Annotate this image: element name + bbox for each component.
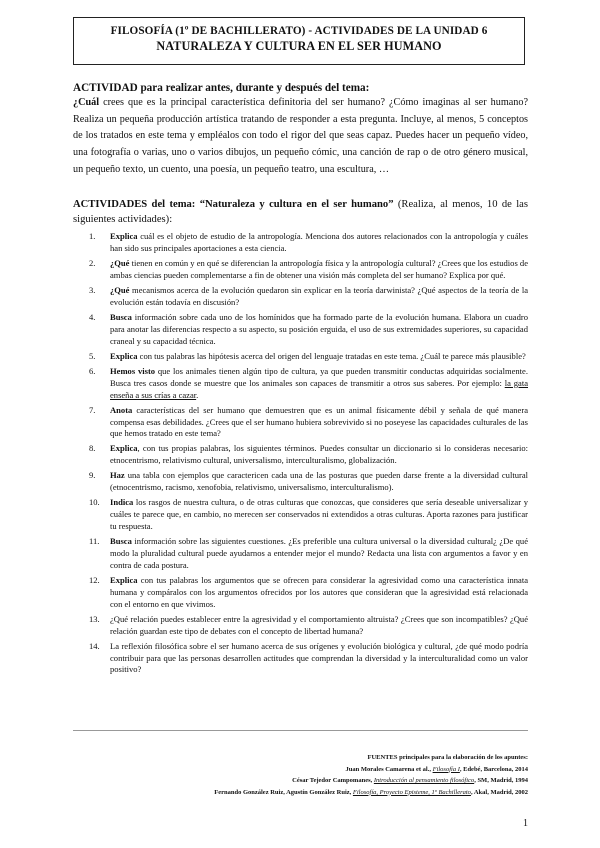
- section2-heading: [73, 197, 528, 227]
- activity-number: 9.: [89, 470, 96, 481]
- source-2-publisher: , SM, Madrid, 1994: [474, 777, 528, 784]
- sources-title-text: FUENTES principales para la elaboración de los apuntes:: [367, 754, 528, 761]
- activity-text: una tabla con ejemplos que caractericen cada una de las posturas que pueden darse frente a la diversidad cultural (etnocentrismo, racismo, xenofobia, relativismo, universalismo, interculturalismo).: [110, 470, 528, 493]
- source-2-title: Introducción al pensamiento filosófico: [373, 777, 475, 784]
- activity-verb: Indica: [110, 497, 134, 508]
- activity-example: la gata enseña a sus crías a cazar: [110, 377, 528, 400]
- activity-item: [73, 536, 528, 571]
- activity-text: cuál es el objeto de estudio de la antropología. Menciona dos autores relacionados con la antropología y cuáles han sido sus principales aportaciones a esta ciencia.: [110, 231, 528, 253]
- activity-verb: ¿Qué: [110, 284, 130, 295]
- source-2-authors: César Tejedor Campomanes,: [292, 777, 374, 784]
- activity-verb: Explica: [110, 350, 138, 361]
- activity-item: [73, 351, 528, 363]
- title-box: [73, 17, 525, 65]
- activity-number: 10.: [89, 497, 100, 508]
- sources-block: [73, 752, 528, 798]
- activity-number: 1.: [89, 231, 96, 241]
- activity-item: [73, 470, 528, 494]
- activity-verb: Busca: [110, 311, 132, 322]
- activity-number: 5.: [89, 350, 96, 361]
- activity-tail: .: [196, 389, 199, 400]
- activity-item: [73, 641, 528, 676]
- activity-text: La reflexión filosófica sobre el ser humano acerca de sus orígenes y evolución biológica y cultural, ¿de qué modo podría contribuir para que las personas desarrollen actitudes que comprendan la diversidad y la interculturalidad como un valor positivo?: [110, 640, 528, 675]
- page-number: 1: [523, 818, 528, 829]
- activity-text: características del ser humano que demuestren que es un animal físicamente débil y señala de qué manera compensa esas debilidades. ¿Crees que el ser humano hubiera sobrevivido si no poseyese las capacidades culturales de las que hemos tratado en este tema?: [110, 404, 528, 439]
- activity-number: 2.: [89, 257, 96, 268]
- section2-heading-rest: (Realiza, al menos, 10 de las siguientes actividades):: [73, 199, 529, 226]
- activity-number: 4.: [89, 311, 96, 322]
- section1-heading-text: ACTIVIDAD para realizar antes, durante y después del tema:: [73, 82, 370, 94]
- activity-number: 13.: [89, 613, 100, 624]
- activity-text: , con tus propias palabras, los siguientes términos. Puedes consultar un diccionario si lo consideras necesario: etnocentrismo, relativismo cultural, universalismo, interculturalismo, globalización.: [110, 443, 528, 466]
- source-1-publisher: , Edebé, Barcelona, 2014: [459, 765, 528, 773]
- footer-separator: [73, 730, 528, 731]
- section1-paragraph: [73, 95, 528, 179]
- activity-number: 14.: [89, 640, 100, 651]
- activity-item: [73, 231, 528, 255]
- activity-text: ¿Qué relación puedes establecer entre la agresividad y el comportamiento altruista? ¿Crees que son incompatibles? ¿Qué relación guardan este tipo de debates con el concepto de libertad humana?: [110, 613, 528, 636]
- activity-verb: Busca: [110, 536, 132, 547]
- activity-item: [73, 405, 528, 440]
- activity-verb: Explica: [110, 231, 138, 241]
- activity-verb: Explica: [110, 575, 138, 586]
- activity-number: 7.: [89, 404, 96, 415]
- activities-list: [73, 231, 528, 680]
- activity-text: con tus palabras los argumentos que se ofrecen para considerar la agresividad como una característica innata humana y compáralos con los argumentos ofrecidos por los autores que consideran que la agresividad está relacionada con el entorno en que vivimos.: [110, 575, 528, 609]
- activity-number: 8.: [89, 443, 96, 454]
- activity-text: los rasgos de nuestra cultura, o de otras culturas que conozcas, que consideres que sería deseable universalizar y cuáles te parece que, en cambio, no merecen ser conservados ni extendidos a otras culturas. Aporta razones para justificar tu respuesta.: [110, 497, 528, 532]
- activity-item: [73, 366, 528, 401]
- source-1-authors: Juan Morales Camarena et al.,: [345, 765, 433, 773]
- activity-number: 3.: [89, 284, 96, 295]
- activity-text: tienen en común y en qué se diferencian la antropología física y la antropología cultural? ¿Crees que los estudios de ambas ciencias pueden complementarse a fin de obtener una visión más completa del ser humano? Explica por qué.: [110, 257, 528, 280]
- activity-item: [73, 285, 528, 309]
- source-1: [73, 764, 528, 776]
- activity-verb: Anota: [110, 404, 133, 415]
- activity-number: 11.: [89, 536, 100, 547]
- section2-heading-bold: ACTIVIDADES del tema: “Naturaleza y cultura en el ser humano”: [73, 199, 394, 210]
- source-3-publisher: , Akal, Madrid, 2002: [470, 788, 528, 796]
- source-3: [73, 787, 528, 799]
- activity-item: [73, 497, 528, 532]
- activity-item: [73, 258, 528, 282]
- activity-item: [73, 575, 528, 610]
- source-3-authors: Fernando González Ruiz, Agustín González Ruiz,: [214, 788, 353, 796]
- sources-title: [73, 752, 528, 764]
- activity-text: con tus palabras las hipótesis acerca del origen del lenguaje tratadas en este tema. ¿Cuál te parece más plausible?: [137, 350, 526, 361]
- section1-heading: [73, 80, 528, 96]
- source-1-title: Filosofía I: [432, 765, 460, 773]
- section1-lead-word: ¿Cuál: [73, 97, 100, 108]
- activity-item: [73, 614, 528, 638]
- activity-text: que los animales tienen algún tipo de cultura, ya que pueden transmitir conductas adquiridas socialmente. Busca tres casos donde se muestre que los animales son capaces de transmitir a otros sus saberes. Por ejemplo:: [110, 365, 528, 388]
- activity-verb: Hemos visto: [110, 365, 156, 376]
- activity-item: [73, 312, 528, 347]
- activity-verb: ¿Qué: [110, 257, 130, 268]
- activity-number: 12.: [89, 575, 100, 586]
- activity-number: 6.: [89, 365, 96, 376]
- source-2: [73, 775, 528, 787]
- section1-text: crees que es la principal característica definitoria del ser humano? ¿Cómo imaginas al ser humano? Realiza un pequeña producción artística tratando de responder a esta pregunta. Incluye, al menos, 5 conceptos de los tratados en este tema y empléalos con todo el rigor del que seas capaz. Puedes hacer un pequeño vídeo, una fotografía o varias, uno o varios dibujos, un pequeño cómic, una canción de rap o de otro género musical, un pequeño texto, un cuento, una poesía, un pequeño teatro, una escultura, …: [73, 97, 528, 175]
- document-subtitle: NATURALEZA Y CULTURA EN EL SER HUMANO: [156, 39, 442, 53]
- source-3-title: Filosofía, Proyecto Episteme, 1º Bachillerato: [352, 788, 471, 796]
- activity-verb: Haz: [110, 470, 125, 481]
- activity-verb: Explica: [110, 443, 138, 454]
- document-title: FILOSOFÍA (1º DE BACHILLERATO) - ACTIVIDADES DE LA UNIDAD 6: [110, 25, 488, 37]
- activity-text: información sobre cada uno de los homínidos que ha formado parte de la evolución humana. Elabora un cuadro para anotar las diferencias respecto a su aspecto, su posición erguida, el uso de sus extremidades superiores, su capacidad craneal y su capacidad técnica.: [110, 311, 528, 346]
- activity-item: [73, 443, 528, 467]
- activity-text: información sobre las siguientes cuestiones. ¿Es preferible una cultura universal o la diversidad cultural¿ ¿De qué modo la pluralidad cultural puede ayudarnos a entender mejor el mundo? Redacta una lista con argumentos a favor y en contra de cada postura.: [110, 536, 528, 570]
- activity-text: mecanismos acerca de la evolución quedaron sin explicar en la teoría darwinista? ¿Qué aspectos de la teoría de la evolución están todavía en discusión?: [110, 284, 528, 307]
